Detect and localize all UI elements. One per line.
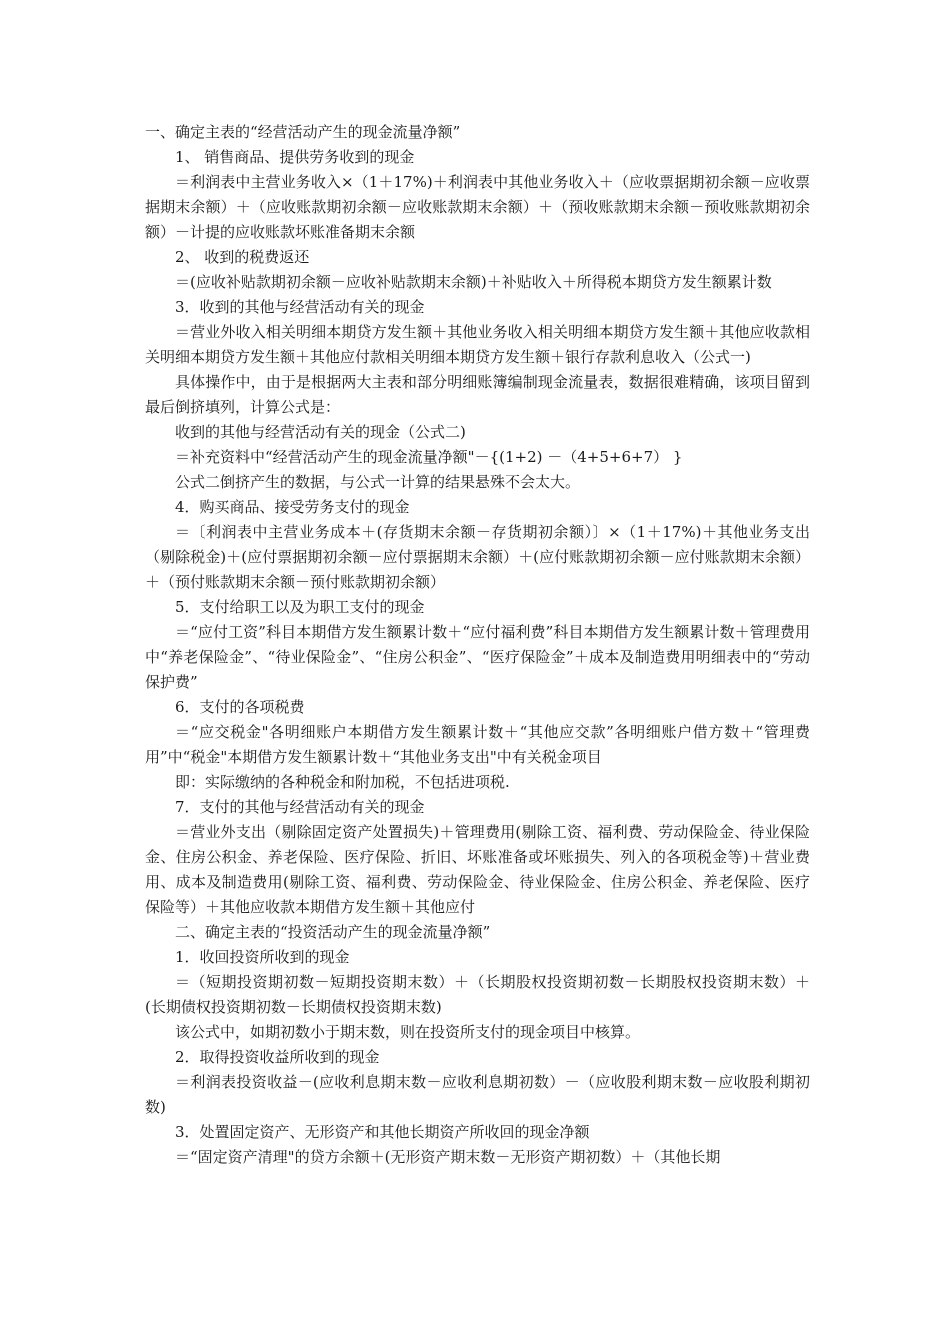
- formula-text: ＝营业外支出（剔除固定资产处置损失)＋管理费用(剔除工资、福利费、劳动保险金、待业保险金、住房公积金、养老保险、医疗保险、折旧、坏账准备或坏账损失、列入的各项税金等)＋营业费用、成本及制造费用(剔除工资、福利费、劳动保险金、待业保险金、住房公积金、养老保险、医疗保险等）＋其他应收款本期借方发生额＋其他应付: [145, 823, 810, 916]
- formula-text: ＝“应付工资”科目本期借方发生额累计数＋“应付福利费”科目本期借方发生额累计数＋管理费用中“养老保险金”、“待业保险金”、“住房公积金”、“医疗保险金”＋成本及制造费用明细表中的“劳动保护费”: [145, 623, 810, 691]
- item-heading: 1．收回投资所收到的现金: [175, 948, 350, 966]
- formula-text: ＝(应收补贴款期初余额－应收补贴款期末余额)＋补贴收入＋所得税本期贷方发生额累计数: [175, 273, 772, 291]
- formula-text: ＝“应交税金"各明细账户本期借方发生额累计数＋“其他应交款”各明细账户借方数＋“管理费用”中“税金"本期借方发生额累计数＋“其他业务支出"中有关税金项目: [145, 723, 810, 766]
- section-heading-investing: 二、确定主表的“投资活动产生的现金流量净额”: [175, 923, 491, 941]
- formula-text: ＝〔利润表中主营业务成本＋(存货期末余额－存货期初余额）〕×（1＋17%)＋其他业务支出（剔除税金)＋(应付票据期初余额－应付票据期末余额）＋(应付账款期初余额－应付账款期末余额）＋（预付账款期末余额－预付账款期初余额）: [145, 523, 810, 591]
- item-heading: 2、 收到的税费返还: [175, 248, 310, 266]
- formula-text: ＝利润表投资收益－(应收利息期末数－应收利息期初数）－（应收股利期末数－应收股利期初数): [145, 1073, 810, 1116]
- body-paragraph: 该公式中，如期初数小于期末数，则在投资所支付的现金项目中核算。: [175, 1023, 641, 1041]
- formula-text: ＝利润表中主营业务收入×（1＋17%)＋利润表中其他业务收入＋（应收票据期初余额－应收票据期末余额）＋（应收账款期初余额－应收账款期末余额）＋（预收账款期末余额－预收账款期初余额）－计提的应收账款坏账准备期末余额: [145, 173, 810, 241]
- item-heading: 3．处置固定资产、无形资产和其他长期资产所收回的现金净额: [175, 1123, 590, 1141]
- formula-text: ＝“固定资产清理"的贷方余额＋(无形资产期末数－无形资产期初数）＋（其他长期: [175, 1148, 721, 1166]
- item-heading: 3．收到的其他与经营活动有关的现金: [175, 298, 425, 316]
- body-paragraph: 具体操作中，由于是根据两大主表和部分明细账簿编制现金流量表，数据很难精确，该项目留到最后倒挤填列，计算公式是：: [145, 373, 810, 416]
- formula-text: ＝补充资料中“经营活动产生的现金流量净额"－{(1+2) －（4+5+6+7） }: [175, 448, 683, 466]
- item-heading: 5．支付给职工以及为职工支付的现金: [175, 598, 425, 616]
- body-paragraph: 公式二倒挤产生的数据，与公式一计算的结果悬殊不会太大。: [175, 473, 581, 491]
- formula-text: ＝（短期投资期初数－短期投资期末数）＋（长期股权投资期初数－长期股权投资期末数）＋(长期债权投资期初数－长期债权投资期末数): [145, 973, 810, 1016]
- item-heading: 2．取得投资收益所收到的现金: [175, 1048, 380, 1066]
- item-heading: 7．支付的其他与经营活动有关的现金: [175, 798, 425, 816]
- item-heading: 4．购买商品、接受劳务支付的现金: [175, 498, 410, 516]
- item-heading: 6．支付的各项税费: [175, 698, 305, 716]
- item-heading: 1、 销售商品、提供劳务收到的现金: [175, 148, 415, 166]
- body-paragraph: 收到的其他与经营活动有关的现金（公式二): [175, 423, 466, 441]
- document-body: [145, 120, 810, 1170]
- section-heading-operating: 一、确定主表的“经营活动产生的现金流量净额”: [145, 123, 461, 141]
- body-paragraph: 即：实际缴纳的各种税金和附加税，不包括进项税.: [175, 773, 510, 791]
- formula-text: ＝营业外收入相关明细本期贷方发生额＋其他业务收入相关明细本期贷方发生额＋其他应收款相关明细本期贷方发生额＋其他应付款相关明细本期贷方发生额＋银行存款利息收入（公式一): [145, 323, 810, 366]
